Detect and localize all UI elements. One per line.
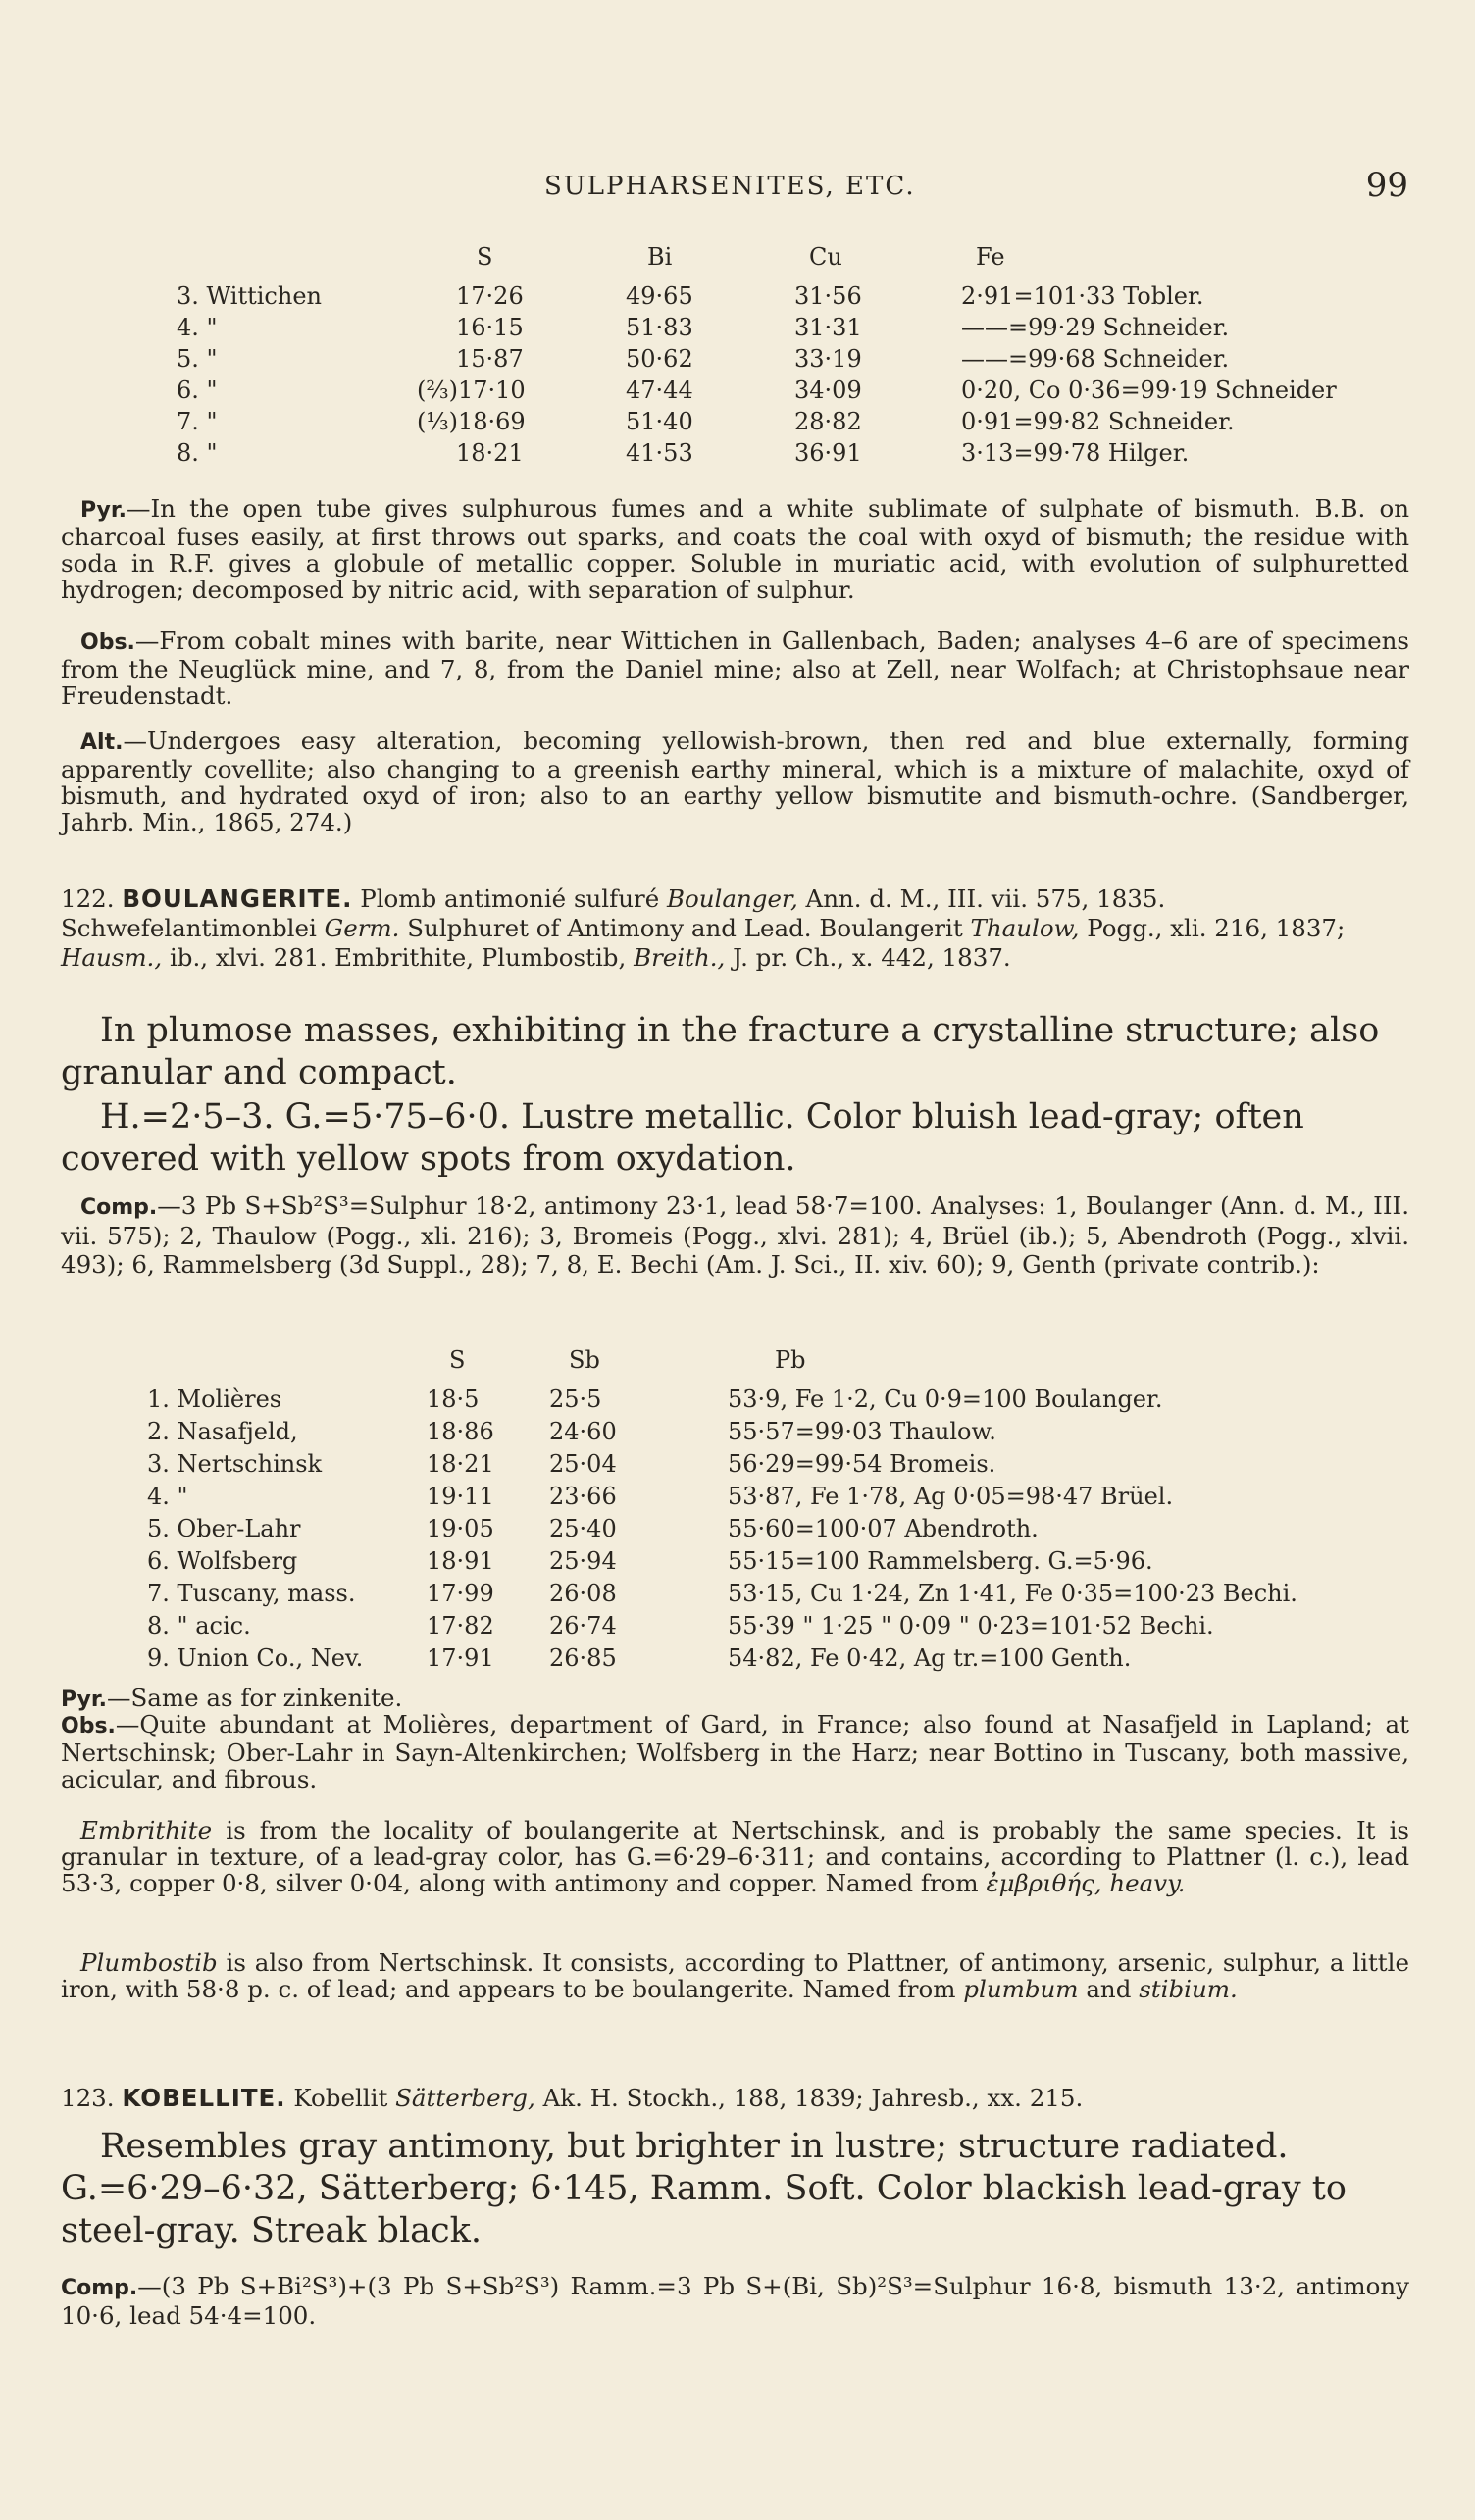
column-header: Fe [976, 243, 1005, 271]
plumbostib-paragraph [61, 1949, 1409, 2002]
embrithite-text: is from the locality of boulangerite at Nertschinsk, and is probably the same species. It is granular in texture, of a lead-gray color, has G.=6·29–6·311; and contains, according to Plattner (l. c.), lead 53·3, copper 0·8, silver 0·04, along with antimony and copper. Named from [61, 1816, 1409, 1897]
cell-bi: 49·65 [626, 282, 693, 310]
cell-sb: 25·40 [549, 1515, 617, 1542]
row-label: 9. Union Co., Nev. [147, 1644, 364, 1672]
column-header: Sb [569, 1346, 600, 1374]
mineral-name: BOULANGERITE. [122, 884, 353, 913]
pyr-label: Pyr. [80, 498, 127, 523]
reference: Ak. H. Stockh., 188, 1839; Jahresb., xx. 215. [542, 2084, 1084, 2112]
pyr-text: —Same as for zinkenite. [106, 1684, 403, 1712]
reference: Pogg., xli. 216, 1837; [1087, 914, 1346, 942]
obs-text: —From cobalt mines with barite, near Wittichen in Gallenbach, Baden; analyses 4–6 are of specimens from the Neuglück mine, and 7, 8, from the Daniel mine; also at Zell, near Wolfach; at Christophsaue near Freudenstadt. [61, 627, 1409, 710]
cell-s: 17·91 [427, 1644, 494, 1672]
kobellite-entry-heading [61, 2084, 1409, 2113]
obs-paragraph [61, 628, 1409, 709]
cell-bi: 47·44 [626, 377, 693, 404]
cell-cu: 33·19 [794, 345, 862, 373]
description-text: In plumose masses, exhibiting in the fracture a crystalline structure; also granular and compact. [61, 1011, 1380, 1092]
boulangerite-properties [61, 1096, 1409, 1181]
cell-fe: 0·91=99·82 Schneider. [961, 408, 1235, 435]
boulangerite-entry-heading [61, 884, 1409, 973]
cell-s: 18·86 [427, 1418, 494, 1445]
properties-text: H.=2·5–3. G.=5·75–6·0. Lustre metallic. Color bluish lead-gray; often covered with yellow spots from oxydation. [61, 1097, 1304, 1179]
cell-sb: 26·85 [549, 1644, 617, 1672]
table-header-row [177, 243, 1412, 273]
wittichenite-analysis-table [177, 243, 1412, 488]
kobellite-comp-paragraph [61, 2273, 1409, 2330]
mineral-name: KOBELLITE. [122, 2084, 286, 2112]
cell-fe: ——=99·29 Schneider. [961, 314, 1230, 341]
running-title: SULPHARSENITES, ETC. [544, 172, 916, 201]
authority: Germ. [324, 914, 400, 942]
latin-etymology: stibium. [1139, 1975, 1238, 2003]
authority: Breith., [634, 943, 726, 972]
cell-fe: 0·20, Co 0·36=99·19 Schneider [961, 377, 1337, 404]
reference: J. pr. Ch., x. 442, 1837. [733, 943, 1011, 972]
plumbostib-name: Plumbostib [80, 1948, 218, 1977]
boulangerite-analysis-table [147, 1346, 1422, 1680]
cell-pb: 53·15, Cu 1·24, Zn 1·41, Fe 0·35=100·23 Bechi. [728, 1580, 1297, 1607]
cell-s: 15·87 [456, 345, 524, 373]
cell-cu: 31·56 [794, 282, 862, 310]
column-header: S [449, 1346, 466, 1374]
cell-pb: 55·57=99·03 Thaulow. [728, 1418, 996, 1445]
description-text: Resembles gray antimony, but brighter in lustre; structure radiated. G.=6·29–6·32, Sätterberg; 6·145, Ramm. Soft. Color blackish lead-gray to steel-gray. Streak black. [61, 2127, 1347, 2250]
cell-s: 19·11 [427, 1483, 494, 1510]
row-label: 6. Wolfsberg [147, 1547, 298, 1575]
row-label: 6. " [177, 377, 218, 404]
cell-s: 17·26 [456, 282, 524, 310]
cell-cu: 34·09 [794, 377, 862, 404]
cell-cu: 28·82 [794, 408, 862, 435]
conjunction: and [1086, 1975, 1132, 2003]
alt-paragraph [61, 728, 1409, 835]
embrithite-name: Embrithite [80, 1816, 213, 1844]
synonym: Sulphuret of Antimony and Lead. Boulangerit [407, 914, 963, 942]
alt-label: Alt. [80, 731, 124, 755]
row-label: 3. Wittichen [177, 282, 322, 310]
row-label: 5. " [177, 345, 218, 373]
pyr-paragraph [61, 495, 1409, 603]
obs-text: —Quite abundant at Molières, department of Gard, in France; also found at Nasafjeld in Lapland; at Nertschinsk; Ober-Lahr in Sayn-Altenkirchen; Wolfsberg in the Harz; near Bottino in Tuscany, both massive, acicular, and fibrous. [61, 1710, 1409, 1793]
cell-fe: 3·13=99·78 Hilger. [961, 439, 1190, 467]
column-header: Pb [775, 1346, 806, 1374]
cell-pb: 55·60=100·07 Abendroth. [728, 1515, 1039, 1542]
kobellite-description [61, 2126, 1409, 2252]
page-header [0, 166, 1475, 211]
comp-label: Comp. [61, 2276, 138, 2300]
cell-pb: 56·29=99·54 Bromeis. [728, 1450, 996, 1478]
cell-pb: 54·82, Fe 0·42, Ag tr.=100 Genth. [728, 1644, 1132, 1672]
greek-etymology: ἐμβριθής, heavy. [986, 1869, 1186, 1897]
column-header: Cu [809, 243, 842, 271]
authority: Thaulow, [970, 914, 1080, 942]
reference: ib., xlvi. 281. Embrithite, Plumbostib, [169, 943, 627, 972]
entry-number: 122. [61, 884, 115, 913]
cell-s: 18·5 [427, 1386, 480, 1413]
obs-paragraph-2 [61, 1711, 1409, 1792]
cell-sb: 25·94 [549, 1547, 617, 1575]
cell-fe: ——=99·68 Schneider. [961, 345, 1230, 373]
reference: Ann. d. M., III. vii. 575, 1835. Schwefelantimonblei [61, 884, 1166, 942]
authority: Boulanger, [667, 884, 798, 913]
authority: Sätterberg, [395, 2084, 535, 2112]
cell-sb: 26·74 [549, 1612, 617, 1639]
comp-paragraph [61, 1191, 1409, 1279]
cell-pb: 55·39 " 1·25 " 0·09 " 0·23=101·52 Bechi. [728, 1612, 1214, 1639]
row-label: 7. " [177, 408, 218, 435]
column-header: S [477, 243, 493, 271]
boulangerite-description [61, 1010, 1409, 1094]
authority: Hausm., [61, 943, 163, 972]
cell-pb: 53·9, Fe 1·2, Cu 0·9=100 Boulanger. [728, 1386, 1163, 1413]
cell-sb: 25·5 [549, 1386, 602, 1413]
row-label: 2. Nasafjeld, [147, 1418, 298, 1445]
cell-s: 18·91 [427, 1547, 494, 1575]
plumbostib-text: is also from Nertschinsk. It consists, according to Plattner, of antimony, arsenic, sulphur, a little iron, with 58·8 p. c. of lead; and appears to be boulangerite. Named from [61, 1948, 1409, 2003]
column-header: Bi [647, 243, 673, 271]
obs-label: Obs. [61, 1714, 116, 1739]
cell-s: (⅓)18·69 [417, 408, 526, 435]
cell-sb: 24·60 [549, 1418, 617, 1445]
cell-sb: 23·66 [549, 1483, 617, 1510]
cell-s: (⅔)17·10 [417, 377, 526, 404]
row-label: 4. " [147, 1483, 188, 1510]
alt-text: —Undergoes easy alteration, becoming yellowish-brown, then red and blue externally, forming apparently covellite; also changing to a greenish earthy mineral, which is a mixture of malachite, oxyd of bismuth, and hydrated oxyd of iron; also to an earthy yellow bismutite and bismuth-ochre. (Sandberger, Jahrb. Min., 1865, 274.) [61, 727, 1409, 836]
embrithite-paragraph [61, 1817, 1409, 1896]
row-label: 3. Nertschinsk [147, 1450, 323, 1478]
cell-s: 18·21 [456, 439, 524, 467]
cell-s: 17·99 [427, 1580, 494, 1607]
cell-s: 16·15 [456, 314, 524, 341]
row-label: 8. " acic. [147, 1612, 251, 1639]
synonym: Kobellit [293, 2084, 388, 2112]
cell-cu: 31·31 [794, 314, 862, 341]
cell-bi: 51·83 [626, 314, 693, 341]
pyr-label: Pyr. [61, 1688, 107, 1712]
row-label: 1. Molières [147, 1386, 282, 1413]
cell-pb: 55·15=100 Rammelsberg. G.=5·96. [728, 1547, 1153, 1575]
latin-etymology: plumbum [963, 1975, 1079, 2003]
cell-sb: 26·08 [549, 1580, 617, 1607]
page-number: 99 [1365, 166, 1408, 205]
cell-s: 19·05 [427, 1515, 494, 1542]
cell-bi: 51·40 [626, 408, 693, 435]
cell-cu: 36·91 [794, 439, 862, 467]
cell-s: 18·21 [427, 1450, 494, 1478]
cell-s: 17·82 [427, 1612, 494, 1639]
comp-text: —(3 Pb S+Bi²S³)+(3 Pb S+Sb²S³) Ramm.=3 Pb S+(Bi, Sb)²S³=Sulphur 16·8, bismuth 13·2, antimony 10·6, lead 54·4=100. [61, 2272, 1409, 2330]
row-label: 8. " [177, 439, 218, 467]
pyr-paragraph-2 [61, 1685, 1409, 1713]
row-label: 4. " [177, 314, 218, 341]
row-label: 5. Ober-Lahr [147, 1515, 301, 1542]
row-label: 7. Tuscany, mass. [147, 1580, 356, 1607]
obs-label: Obs. [80, 630, 135, 655]
cell-sb: 25·04 [549, 1450, 617, 1478]
synonym: Plomb antimonié sulfuré [360, 884, 660, 913]
cell-bi: 41·53 [626, 439, 693, 467]
cell-pb: 53·87, Fe 1·78, Ag 0·05=98·47 Brüel. [728, 1483, 1174, 1510]
comp-label: Comp. [80, 1195, 158, 1220]
comp-text: —3 Pb S+Sb²S³=Sulphur 18·2, antimony 23·1, lead 58·7=100. Analyses: 1, Boulanger (Ann. d. M., III. vii. 575); 2, Thaulow (Pogg., xli. 216); 3, Bromeis (Pogg., xlvi. 281); 4, Brüel (ib.); 5, Abendroth (Pogg., xlvii. 493); 6, Rammelsberg (3d Suppl., 28); 7, 8, E. Bechi (Am. J. Sci., II. xiv. 60); 9, Genth (private contrib.): [61, 1191, 1409, 1279]
pyr-text: —In the open tube gives sulphurous fumes and a white sublimate of sulphate of bismuth. B.B. on charcoal fuses easily, at first throws out sparks, and coats the coal with oxyd of bismuth; the residue with soda in R.F. gives a globule of metallic copper. Soluble in muriatic acid, with evolution of sulphuretted hydrogen; decomposed by nitric acid, with separation of sulphur. [61, 494, 1409, 604]
cell-fe: 2·91=101·33 Tobler. [961, 282, 1204, 310]
entry-number: 123. [61, 2084, 115, 2112]
cell-bi: 50·62 [626, 345, 693, 373]
